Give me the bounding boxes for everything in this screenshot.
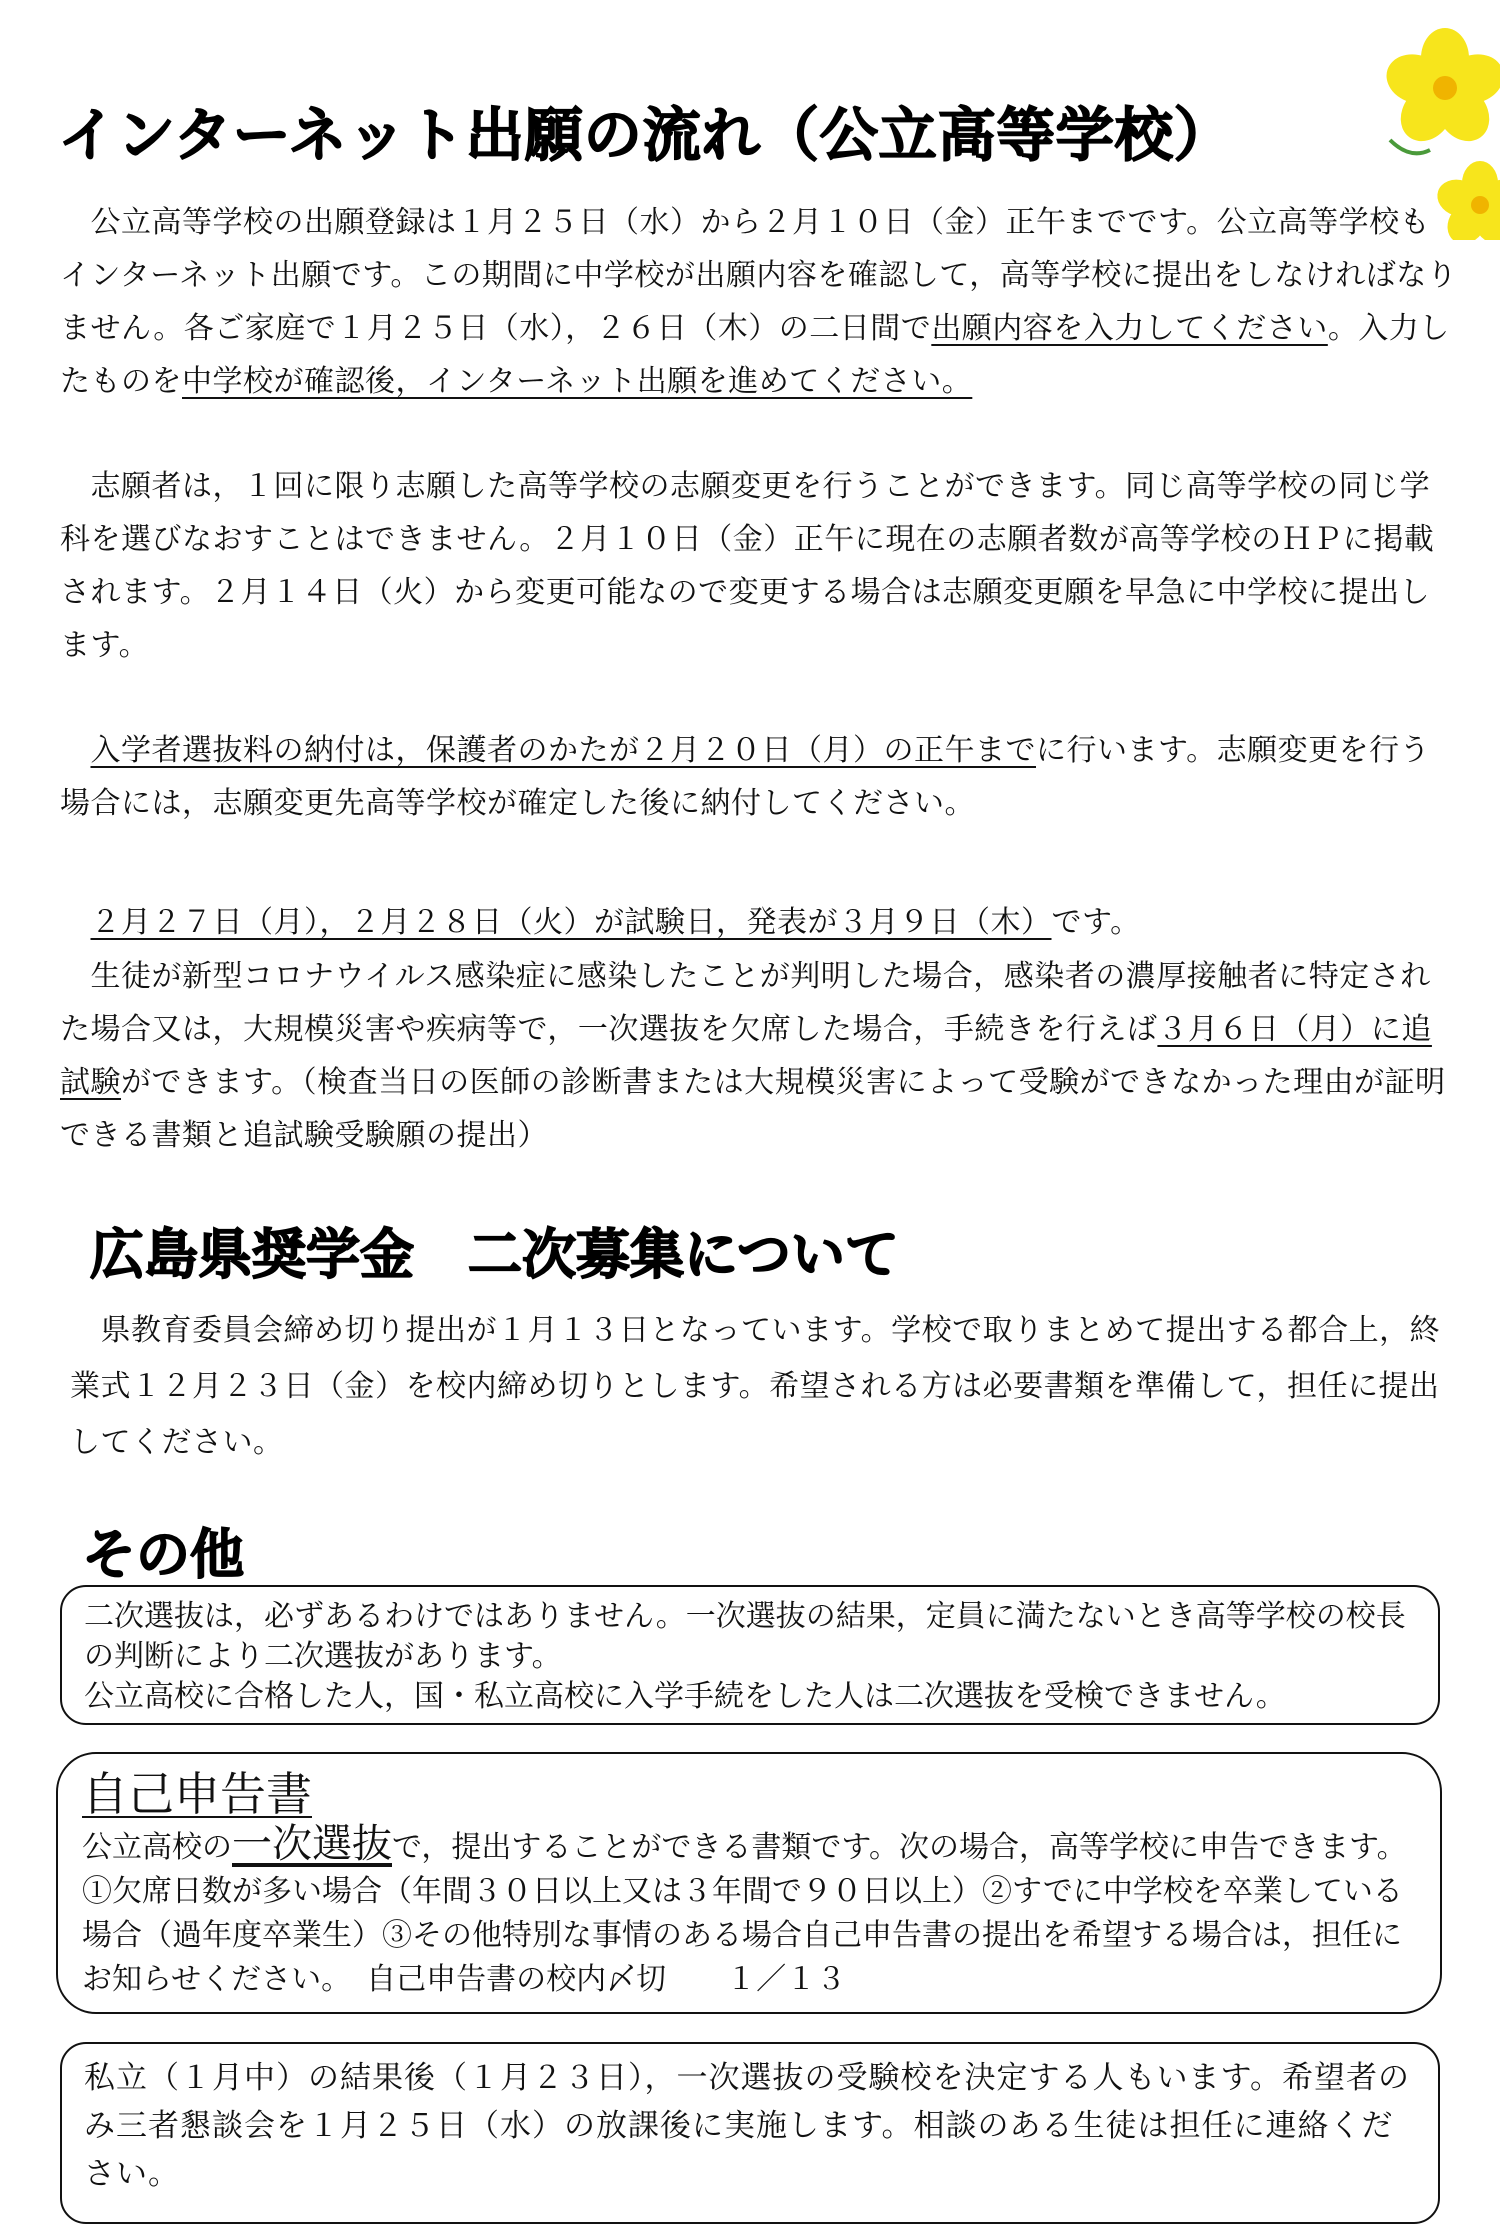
paragraph-makeup-exam: 生徒が新型コロナウイルス感染症に感染したことが判明した場合，感染者の濃厚接触者に特定された場合又は，大規模災害や疾病等で，一次選抜を欠席した場合，手続きを行えば３月６日（月）に追試験ができます。（検査当日の医師の診断書または大規模災害によって受験ができなかった理由が証明できる書類と追試験受験願の提出）	[60, 959, 1446, 1153]
section-title-internet-application: インターネット出願の流れ（公立高等学校）	[58, 101, 1233, 169]
underlined-text: ３月６日（月）に追試験	[60, 1012, 1432, 1100]
underlined-text: 出願内容を入力してください	[931, 311, 1328, 346]
notice-box-self-report	[56, 1752, 1442, 2014]
underlined-text: ２月２７日（月），２月２８日（火）が試験日，発表が３月９日（木）	[90, 905, 1052, 940]
notice-box-three-party-meeting	[60, 2042, 1440, 2224]
paragraph-fee-payment: 入学者選抜料の納付は，保護者のかたが２月２０日（月）の正午までに行います。志願変更を行う場合には，志願変更先高等学校が確定した後に納付してください。	[60, 733, 1431, 821]
emphasis-first-selection: 一次選抜	[232, 1821, 392, 1867]
notice-box-second-selection	[60, 1585, 1440, 1725]
paragraph-change-of-choice: 志願者は，１回に限り志願した高等学校の志願変更を行うことができます。同じ高等学校の同じ学科を選びなおすことはできません。２月１０日（金）正午に現在の志願者数が高等学校のＨＰに掲載されます。２月１４日（火）から変更可能なので変更する場合は志願変更願を早急に中学校に提出します。	[60, 469, 1435, 663]
paragraph-application-period: 公立高等学校の出願登録は１月２５日（水）から２月１０日（金）正午までです。公立高等学校もインターネット出願です。この期間に中学校が出願内容を確認して，高等学校に提出をしなければなりません。各ご家庭で１月２５日（水），２６日（木）の二日間で出願内容を入力してください。入力したものを中学校が確認後，インターネット出願を進めてください。	[60, 205, 1458, 399]
notice-text: 私立（１月中）の結果後（１月２３日），一次選抜の受験校を決定する人もいます。希望者のみ三者懇談会を１月２５日（水）の放課後に実施します。相談のある生徒は担任に連絡ください。	[84, 2060, 1411, 2192]
paragraph-scholarship: 県教育委員会締め切り提出が１月１３日となっています。学校で取りまとめて提出する都合上，終業式１２月２３日（金）を校内締め切りとします。希望される方は必要書類を準備して，担任に提出してください。	[70, 1313, 1441, 1460]
paragraph-exam-dates: ２月２７日（月），２月２８日（火）が試験日，発表が３月９日（木）です。	[90, 905, 1141, 940]
section-title-other: その他	[82, 1523, 244, 1586]
self-report-text: 公立高校の一次選抜で，提出することができる書類です。次の場合，高等学校に申告できます。①欠席日数が多い場合（年間３０日以上又は３年間で９０日以上）②すでに中学校を卒業している場合（過年度卒業生）③その他特別な事情のある場合自己申告書の提出を希望する場合は，担任にお知らせください。 自己申告書の校内〆切 １／１３	[82, 1821, 1407, 1997]
section-title-scholarship: 広島県奨学金 二次募集について	[90, 1223, 899, 1286]
notice-text: 二次選抜は，必ずあるわけではありません。一次選抜の結果，定員に満たないとき高等学校の校長の判断により二次選抜があります。	[84, 1599, 1406, 1674]
underlined-text: 中学校が確認後，インターネット出願を進めてください。	[182, 364, 973, 399]
self-report-title: 自己申告書	[82, 1767, 312, 1821]
underlined-text: 入学者選抜料の納付は，保護者のかたが２月２０日（月）の正午まで	[90, 733, 1036, 768]
notice-text: 公立高校に合格した人，国・私立高校に入学手続をした人は二次選抜を受検できません。	[84, 1679, 1286, 1714]
